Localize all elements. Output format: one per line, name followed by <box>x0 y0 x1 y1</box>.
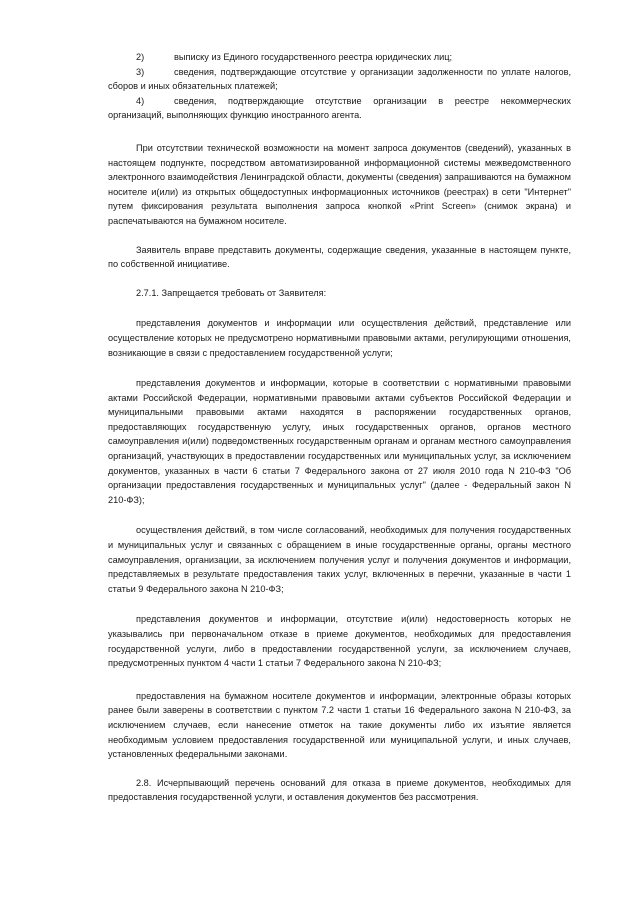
list-text: выписку из Единого государственного реестра юридических лиц; <box>174 52 453 62</box>
paragraph-prohibited-5: предоставления на бумажном носителе документов и информации, электронные образы которых ранее были заверены в соответствии с пунктом 7.2 части 1 статьи 16 Федерального закона N 210-ФЗ, за исключением случаев, если нанесение отметок на такие документы либо их изъятие является необходимым условием предоставления государственной или муниципальной услуги, и иных случаев, установленных федеральными законами. <box>108 690 571 760</box>
section-heading-2-7-1: 2.7.1. Запрещается требовать от Заявителя: <box>136 287 327 298</box>
section-heading-2-8: 2.8. Исчерпывающий перечень оснований для отказа в приеме документов, необходимых для предоставления государственной услуги, и оставления документов без рассмотрения. <box>108 777 571 803</box>
paragraph-technical-possibility: При отсутствии технической возможности на момент запроса документов (сведений), указанных в настоящем подпункте, посредством автоматизированной информационной системы межведомственного электронного взаимодействия Ленинградской области, документы (сведения) запрашиваются на бумажном носителе и(или) из открытых общедоступных информационных источников (реестрах) в сети "Интернет" путем фиксирования результата выполнения запроса кнопкой «Print Screen» (снимок экрана) и распечатываются на бумажном носителе. <box>108 142 571 226</box>
list-number: 2) <box>136 52 145 62</box>
paragraph-applicant-right: Заявитель вправе представить документы, содержащие сведения, указанные в настоящем пункте, по собственной инициативе. <box>108 244 571 270</box>
list-item-4 <box>108 94 571 123</box>
list-item-2 <box>108 50 571 65</box>
paragraph-prohibited-2: представления документов и информации, которые в соответствии с нормативными правовыми актами Российской Федерации, нормативными правовыми актами субъектов Российской Федерации и муниципальными правовыми актами находятся в распоряжении государственных органов, предоставляющих государственную услугу, иных государственных органов, органов местного самоуправления и(или) подведомственных государственным органам и органам местного самоуправления организаций, участвующих в предоставлении государственных или муниципальных услуг, за исключением документов, указанных в части 6 статьи 7 Федерального закона от 27 июля 2010 года N 210-ФЗ "Об организации предоставления государственных и муниципальных услуг" (далее - Федеральный закон N 210-ФЗ); <box>108 378 571 505</box>
document-body <box>108 50 571 805</box>
list-item-3 <box>108 65 571 94</box>
paragraph-prohibited-1: представления документов и информации или осуществления действий, представление или осуществление которых не предусмотрено нормативными правовыми актами, регулирующими отношения, возникающие в связи с предоставлением государственной услуги; <box>108 318 571 358</box>
list-text: сведения, подтверждающие отсутствие организации в реестре некоммерческих организаций, выполняющих функцию иностранного агента. <box>108 95 571 121</box>
paragraph-prohibited-4: представления документов и информации, отсутствие и(или) недостоверность которых не указывались при первоначальном отказе в приеме документов, необходимых для предоставления государственной услуги, либо в предоставлении государственной услуги, за исключением случаев, предусмотренных пунктом 4 части 1 статьи 7 Федерального закона N 210-ФЗ; <box>108 614 571 669</box>
list-number: 4) <box>136 95 145 106</box>
paragraph-prohibited-3: осуществления действий, в том числе согласований, необходимых для получения государственных и муниципальных услуг и связанных с обращением в иные государственные органы, органы местного самоуправления, организации, за исключением получения услуг и получения документов и информации, представляемых в результате предоставления таких услуг, включенных в перечни, указанные в части 1 статьи 9 Федерального закона N 210-ФЗ; <box>108 525 571 594</box>
list-number: 3) <box>136 66 145 77</box>
list-text: сведения, подтверждающие отсутствие у организации задолженности по уплате налогов, сборов и иных обязательных платежей; <box>108 66 571 92</box>
